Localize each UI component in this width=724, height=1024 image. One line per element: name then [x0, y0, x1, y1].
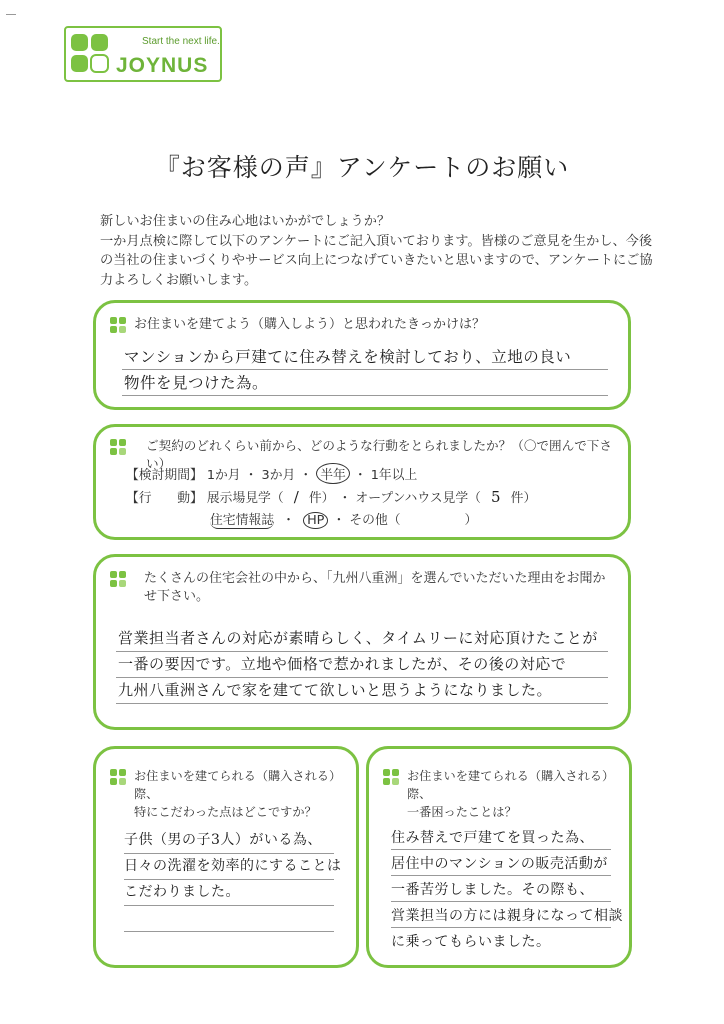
answer-line [391, 849, 611, 850]
action-row-2: 住宅情報誌 ・ HP ・ その他（ ） [210, 513, 478, 528]
answer-line [116, 651, 608, 652]
showroom-unit: 件） [308, 491, 335, 506]
answer-5-line-5: に乗ってもらいました。 [391, 934, 551, 950]
answer-5-line-3: 一番苦労しました。その際も、 [391, 882, 594, 898]
action-row: 【行 動】 展示場見学（ / 件） ・ オープンハウス見学（ 5 件） [126, 488, 537, 506]
question-box-1 [93, 300, 631, 410]
green-dots-icon [110, 439, 126, 455]
openhouse-label: オープンハウス見学（ [355, 491, 481, 506]
openhouse-unit: 件） [510, 491, 537, 506]
answer-3-line-2: 一番の要因です。立地や価格で惹かれましたが、その後の対応で [118, 655, 567, 673]
question-5-text: お住まいを建てられる（購入される）際、 一番困ったことは？ [407, 769, 615, 819]
scan-mark [6, 14, 16, 15]
answer-line [124, 905, 334, 906]
hp-option-selected: HP [303, 512, 328, 529]
question-box-2 [93, 424, 631, 540]
question-2-text: ご契約のどれくらい前から、どのような行動をとられましたか？（〇で囲んで下さい） [146, 438, 612, 471]
question-box-4 [93, 746, 359, 968]
showroom-count: / [293, 488, 299, 506]
question-1-text: お住まいを建てよう（購入しよう）と思われたきっかけは？ [134, 317, 486, 332]
question-box-3 [93, 554, 631, 730]
answer-line [124, 879, 334, 880]
answer-4-line-1: 子供（男の子3人）がいる為、 [124, 832, 322, 848]
showroom-label: 展示場見学（ [206, 491, 284, 506]
period-label: 【検討期間】 [126, 468, 203, 483]
openhouse-count: 5 [491, 488, 501, 506]
other-option: その他（ ） [349, 513, 478, 528]
answer-4-line-3: こだわりました。 [124, 884, 240, 900]
company-logo [64, 26, 222, 82]
question-3-text: たくさんの住宅会社の中から、「九州八重洲」を選んでいただいた理由をお聞かせ下さい。 [144, 571, 606, 604]
clover-logo-icon [70, 32, 110, 76]
green-dots-icon [110, 769, 126, 785]
answer-line [391, 901, 611, 902]
period-row: 【検討期間】 1か月 ・ 3か月 ・ 半年 ・ 1年以上 [126, 463, 417, 484]
magazine-option: 住宅情報誌 [210, 513, 274, 528]
answer-line [116, 703, 608, 704]
answer-4-line-2: 日々の洗濯を効率的にすることは [124, 858, 342, 874]
answer-3-line-1: 営業担当者さんの対応が素晴らしく、タイムリーに対応頂けたことが [118, 629, 598, 647]
answer-line [122, 369, 608, 370]
logo-brand: JOYNUS [116, 54, 209, 77]
period-option: 1か月 [206, 468, 241, 483]
period-option-selected: 半年 [316, 463, 350, 484]
green-dots-icon [110, 317, 126, 333]
answer-line [116, 677, 608, 678]
answer-line [391, 875, 611, 876]
answer-line [122, 395, 608, 396]
answer-5-line-1: 住み替えで戸建てを買った為、 [391, 830, 594, 846]
answer-line [391, 927, 611, 928]
answer-line [124, 853, 334, 854]
period-option: 3か月 [261, 468, 296, 483]
page-title: 『お客様の声』アンケートのお願い [154, 153, 570, 182]
question-4-text: お住まいを建てられる（購入される）際、 特にこだわった点はどこですか？ [134, 769, 342, 819]
answer-line [124, 931, 334, 932]
question-box-5 [366, 746, 632, 968]
intro-text: 新しいお住まいの住み心地はいかがでしょうか？ 一か月点検に際して以下のアンケートにご記入頂いております。皆様のご意見を生かし、今後の当社の住まいづくりやサービス向上につなげていきたいと思いますので、アンケートにご協力よろしくお願いします。 [100, 214, 653, 288]
green-dots-icon [110, 571, 126, 587]
period-option: 1年以上 [370, 468, 418, 483]
action-label: 【行 動】 [126, 491, 203, 506]
answer-5-line-2: 居住中のマンションの販売活動が [391, 856, 608, 872]
answer-1-line-1: マンションから戸建てに住み替えを検討しており、立地の良い [124, 348, 572, 366]
logo-tagline: Start the next life. [142, 36, 220, 47]
answer-1-line-2: 物件を見つけた為。 [124, 374, 269, 392]
answer-5-line-4: 営業担当の方には親身になって相談 [391, 908, 623, 924]
green-dots-icon [383, 769, 399, 785]
answer-3-line-3: 九州八重洲さんで家を建てて欲しいと思うようになりました。 [118, 681, 553, 699]
